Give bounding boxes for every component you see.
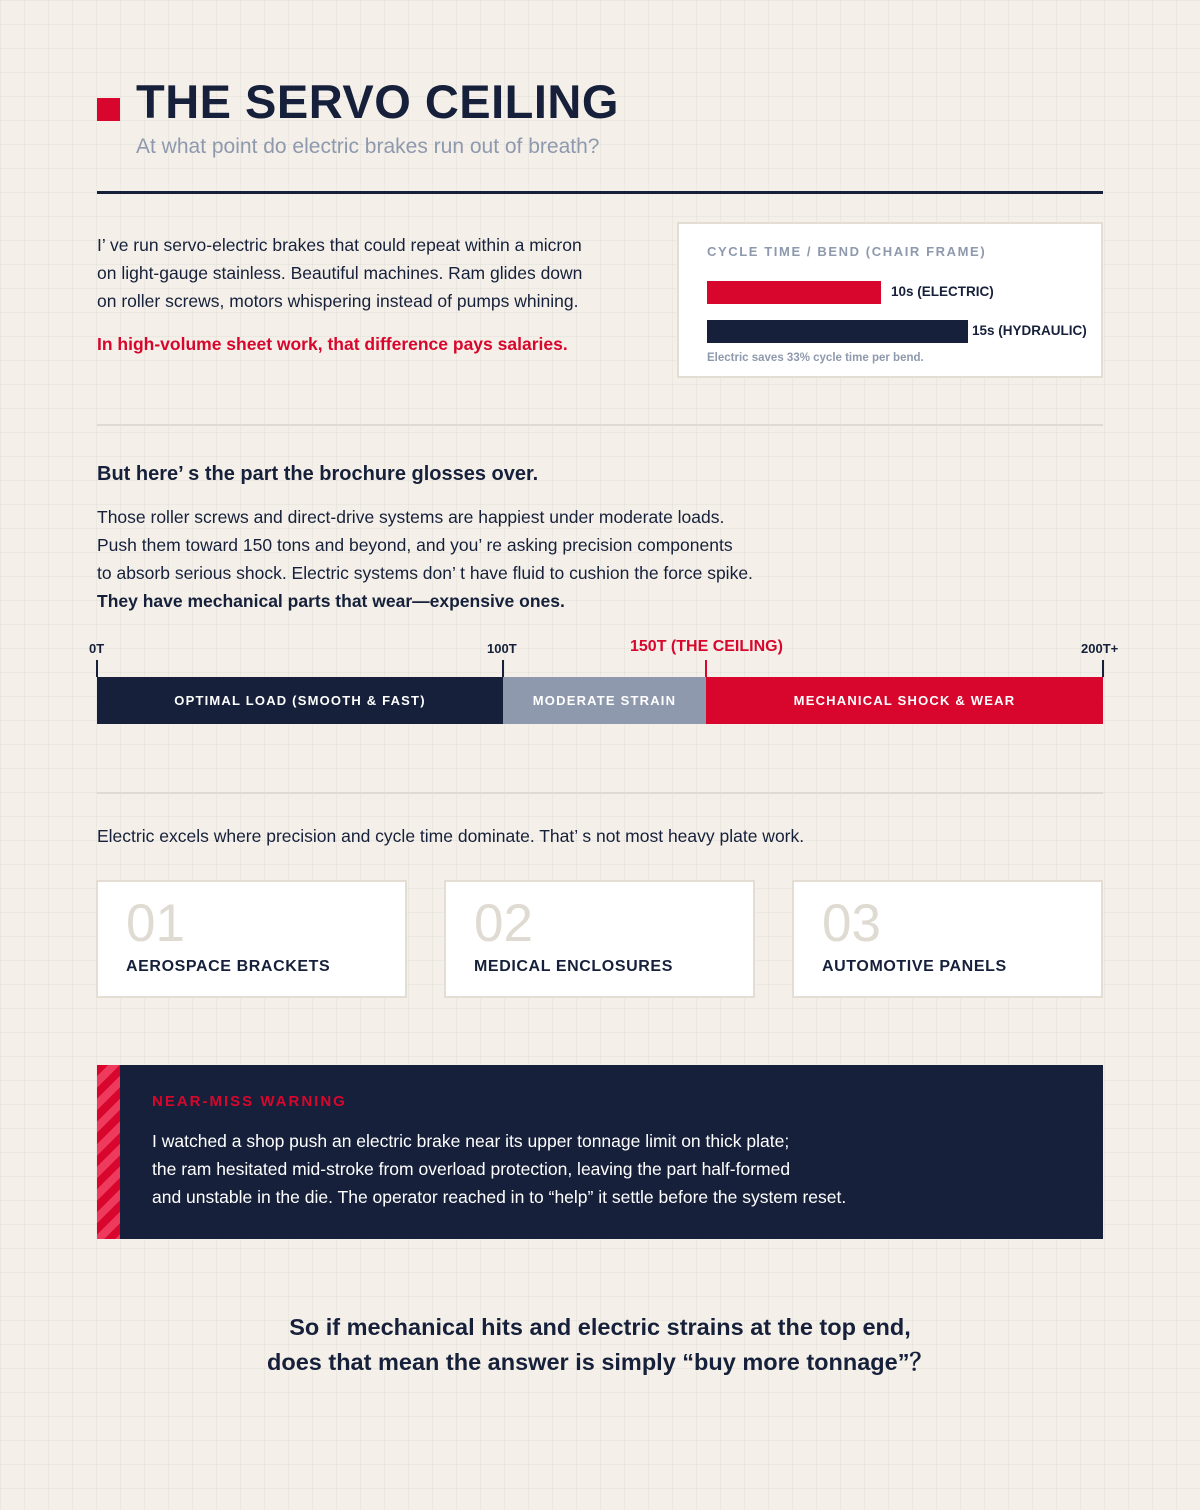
tick-label-100t: 100T xyxy=(487,641,517,656)
card-number: 02 xyxy=(474,894,533,953)
section-divider xyxy=(97,424,1103,426)
near-miss-warning-box xyxy=(97,1065,1103,1239)
warning-stripe xyxy=(97,1065,120,1239)
intro-line: on roller screws, motors whispering instead of pumps whining. xyxy=(97,291,579,311)
page-subtitle: At what point do electric brakes run out of breath? xyxy=(136,135,600,158)
intro-line: I’ ve run servo-electric brakes that could repeat within a micron xyxy=(97,235,582,255)
intro-line: on light-gauge stainless. Beautiful machines. Ram glides down xyxy=(97,263,583,283)
section2-emphasis: They have mechanical parts that wear—expensive ones. xyxy=(97,591,565,611)
zone-optimal-load: OPTIMAL LOAD (SMOOTH & FAST) xyxy=(97,677,503,724)
tick-label-0t: 0T xyxy=(89,641,105,656)
application-card xyxy=(444,880,755,998)
warning-text xyxy=(152,1127,846,1211)
card-number: 01 xyxy=(126,894,185,953)
closing-line: does that mean the answer is simply “buy more tonnage”？ xyxy=(267,1349,933,1375)
section-heading: But here’ s the part the brochure glosses over. xyxy=(97,463,539,485)
tick-mark xyxy=(1102,660,1104,677)
intro-highlight: In high-volume sheet work, that difference pays salaries. xyxy=(97,334,568,354)
section2-line: Those roller screws and direct-drive systems are happiest under moderate loads. xyxy=(97,507,725,527)
section2-paragraph xyxy=(97,503,753,587)
card-label: AUTOMOTIVE PANELS xyxy=(822,958,1007,975)
closing-question xyxy=(0,1310,1200,1380)
header-divider xyxy=(97,191,1103,194)
section2-line: Push them toward 150 tons and beyond, and you’ re asking precision components xyxy=(97,535,733,555)
application-card xyxy=(792,880,1103,998)
application-card xyxy=(96,880,407,998)
warning-line: the ram hesitated mid-stroke from overload protection, leaving the part half-formed xyxy=(152,1159,791,1179)
card-label: MEDICAL ENCLOSURES xyxy=(474,958,673,975)
hydraulic-cycle-label: 15s (HYDRAULIC) xyxy=(972,323,1087,338)
cycle-time-card xyxy=(677,222,1103,378)
tick-label-200t: 200T+ xyxy=(1081,641,1119,656)
warning-line: I watched a shop push an electric brake near its upper tonnage limit on thick plate; xyxy=(152,1131,790,1151)
cycle-card-title: CYCLE TIME / BEND (CHAIR FRAME) xyxy=(707,244,987,259)
tick-label-ceiling: 150T (THE CEILING) xyxy=(630,638,783,655)
warning-title: NEAR-MISS WARNING xyxy=(152,1093,347,1110)
electric-cycle-label: 10s (ELECTRIC) xyxy=(891,284,994,299)
intro-paragraph xyxy=(97,231,582,315)
hydraulic-cycle-bar xyxy=(707,320,968,343)
section3-paragraph: Electric excels where precision and cycle time dominate. That’ s not most heavy plate work. xyxy=(97,826,805,846)
closing-line: So if mechanical hits and electric strains at the top end, xyxy=(289,1314,911,1340)
warning-line: and unstable in the die. The operator reached in to “help” it settle before the system reset. xyxy=(152,1187,847,1207)
section2-line: to absorb serious shock. Electric systems don’ t have fluid to cushion the force spike. xyxy=(97,563,753,583)
card-number: 03 xyxy=(822,894,881,953)
section-divider xyxy=(97,792,1103,794)
tick-mark xyxy=(96,660,98,677)
title-accent-square xyxy=(97,98,120,121)
card-label: AEROSPACE BRACKETS xyxy=(126,958,331,975)
tick-mark xyxy=(502,660,504,677)
cycle-card-note: Electric saves 33% cycle time per bend. xyxy=(707,352,924,364)
ceiling-tick-mark xyxy=(705,660,707,677)
electric-cycle-bar xyxy=(707,281,881,304)
zone-mechanical-shock: MECHANICAL SHOCK & WEAR xyxy=(706,677,1103,724)
page-title: THE SERVO CEILING xyxy=(136,75,619,128)
zone-moderate-strain: MODERATE STRAIN xyxy=(503,677,706,724)
